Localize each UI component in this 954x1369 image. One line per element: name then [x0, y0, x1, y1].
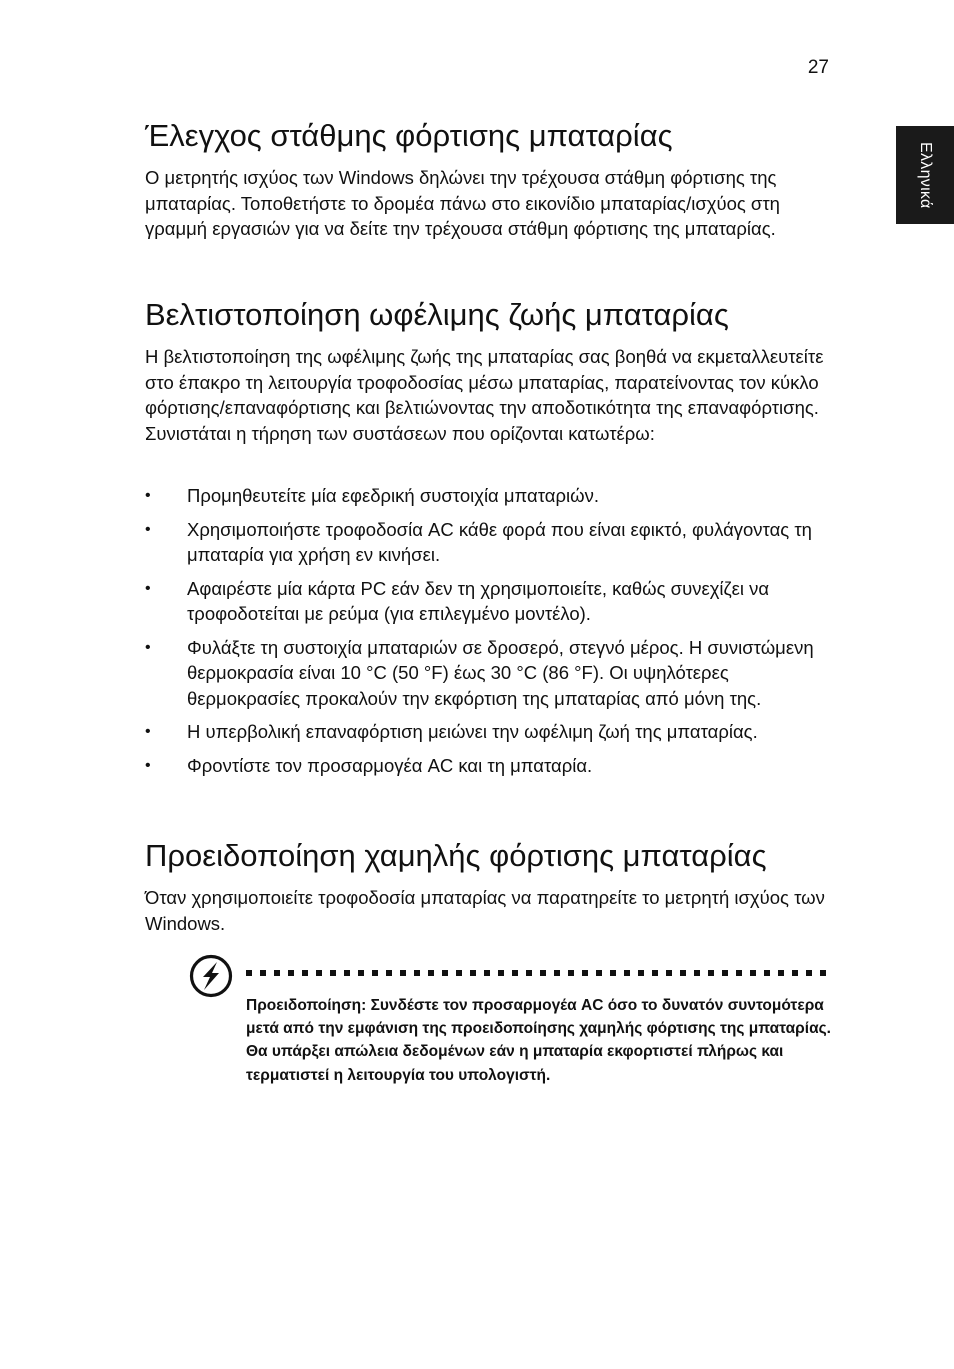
list-item-text: Φυλάξτε τη συστοιχία μπαταριών σε δροσερό, στεγνό μέρος. Η συνιστώμενη θερμοκρασία είναι 10 °C (50 °F) έως 30 °C (86 °F). Οι υψηλότερες θερμοκρασίες προκαλούν την εκφόρτιση της μπαταρίας από μόνη της.	[187, 636, 814, 709]
bullet-icon: •	[145, 638, 151, 656]
warning-text: Προειδοποίηση: Συνδέστε τον προσαρμογέα AC όσο το δυνατόν συντομότερα μετά από την εμφάνιση της προειδοποίησης χαμηλής φόρτισης της μπαταρίας. Θα υπάρξει απώλεια δεδομένων εάν η μπαταρία εκφορτιστεί πλήρως και τερματιστεί η λειτουργία του υπολογιστή.	[246, 997, 831, 1084]
list-item	[145, 635, 835, 712]
battery-tips-list	[145, 483, 835, 786]
list-item	[145, 719, 835, 745]
warning-divider	[246, 970, 830, 976]
list-item	[145, 483, 835, 509]
list-item	[145, 576, 835, 627]
list-item	[145, 753, 835, 779]
list-item-text: Φροντίστε τον προσαρμογέα AC και τη μπαταρία.	[187, 754, 593, 776]
list-item-text: Χρησιμοποιήστε τροφοδοσία AC κάθε φορά που είναι εφικτό, φυλάγοντας τη μπαταρία για χρήση εν κινήσει.	[187, 518, 812, 565]
language-tab	[896, 126, 954, 224]
bullet-icon: •	[145, 723, 151, 740]
section-heading-battery-level: Έλεγχος στάθμης φόρτισης μπαταρίας	[145, 118, 673, 153]
list-item-text: Η υπερβολική επαναφόρτιση μειώνει την ωφέλιμη ζωή της μπαταρίας.	[187, 721, 758, 742]
section-paragraph-low-battery: Όταν χρησιμοποιείτε τροφοδοσία μπαταρίας να παρατηρείτε το μετρητή ισχύος των Windows.	[145, 887, 825, 934]
bullet-icon: •	[145, 756, 151, 774]
bullet-icon: •	[145, 487, 151, 504]
lightning-warning-icon	[189, 954, 233, 998]
list-item-text: Αφαιρέστε μία κάρτα PC εάν δεν τη χρησιμοποιείτε, καθώς συνεχίζει να τροφοδοτείται με ρεύμα (για επιλεγμένο μοντέλο).	[187, 577, 770, 624]
section-paragraph-battery-life: Η βελτιστοποίηση της ωφέλιμης ζωής της μπαταρίας σας βοηθά να εκμεταλλευτείτε στο έπακρο τη λειτουργία τροφοδοσίας μέσω μπαταρίας, παρατείνοντας τον κύκλο φόρτισης/επαναφόρτισης και βελτιώνοντας την αποδοτικότητα της επαναφόρτισης. Συνιστάται η τήρηση των συστάσεων που ορίζονται κατωτέρω:	[145, 346, 824, 444]
section-heading-battery-life: Βελτιστοποίηση ωφέλιμης ζωής μπαταρίας	[145, 297, 729, 332]
language-tab-label: Ελληνικά	[917, 141, 934, 209]
list-item	[145, 517, 835, 568]
bullet-icon: •	[145, 520, 151, 538]
section-heading-low-battery: Προειδοποίηση χαμηλής φόρτισης μπαταρίας	[145, 838, 767, 873]
section-paragraph-battery-level: Ο μετρητής ισχύος των Windows δηλώνει την τρέχουσα στάθμη φόρτισης της μπαταρίας. Τοποθετήστε το δρομέα πάνω στο εικονίδιο μπαταρίας/ισχύος στη γραμμή εργασιών για να δείτε την τρέχουσα στάθμη φόρτισης της μπαταρίας.	[145, 167, 780, 239]
bullet-icon: •	[145, 579, 151, 597]
page-number: 27	[807, 57, 829, 78]
list-item-text: Προμηθευτείτε μία εφεδρική συστοιχία μπαταριών.	[187, 485, 599, 506]
